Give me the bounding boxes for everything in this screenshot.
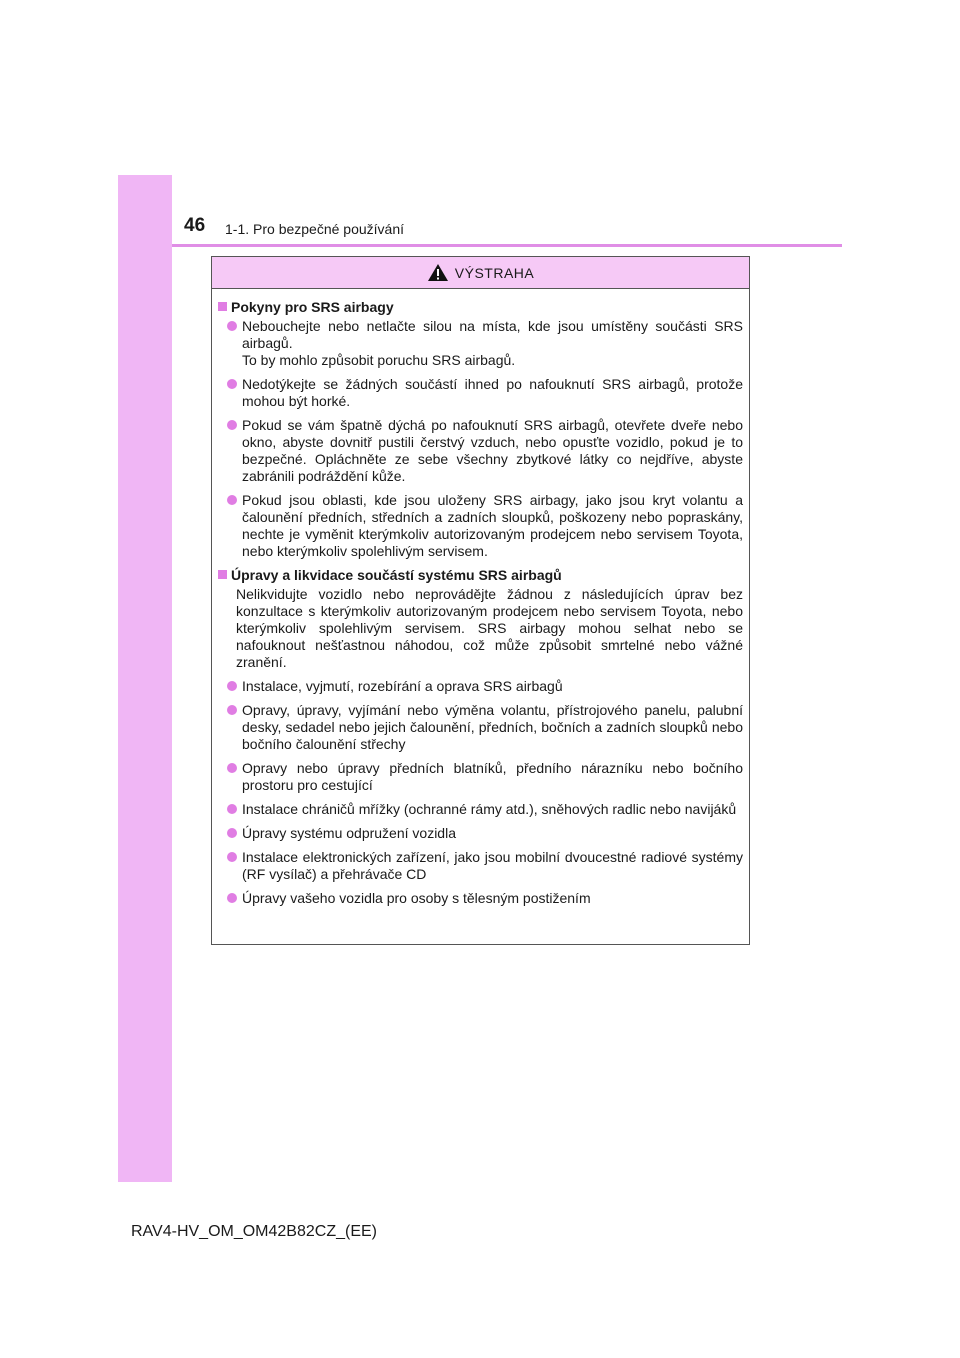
page-number: 46 [184, 215, 206, 236]
list-item-text: Pokud jsou oblasti, kde jsou uloženy SRS airbagy, jako jsou kryt volantu a čalounění předních, středních a zadních sloupků, poškozeny nebo popraskány, nechte je vyměnit kterýmkoliv autorizovaným prodejcem nebo servisem Toyota, nebo kterýmkoliv spolehlivým servisem. [242, 492, 743, 559]
list-item-text: Nebouchejte nebo netlačte silou na místa, kde jsou umístěny součásti SRS airbagů. To by mohlo způsobit poruchu SRS airbagů. [242, 318, 743, 368]
side-tab-bar [118, 175, 172, 1182]
list-item-text: Opravy nebo úpravy předních blatníků, předního nárazníku nebo bočního prostoru pro cestující [242, 760, 743, 793]
list-item [218, 760, 743, 794]
round-bullet-icon [227, 705, 237, 715]
square-bullet-icon [218, 302, 227, 311]
list-item [218, 376, 743, 410]
warning-body [212, 289, 749, 907]
list-item [218, 825, 743, 842]
list-item [218, 678, 743, 695]
section-heading-text: Úpravy a likvidace součástí systému SRS airbagů [231, 567, 562, 583]
round-bullet-icon [227, 495, 237, 505]
warning-triangle-icon [427, 263, 449, 282]
list-item [218, 849, 743, 883]
round-bullet-icon [227, 763, 237, 773]
section-heading-text: Pokyny pro SRS airbagy [231, 299, 394, 315]
section-intro: Nelikvidujte vozidlo nebo neprovádějte žádnou z následujících úprav bez konzultace s kterýmkoliv autorizovaným prodejcem nebo servisem Toyota, nebo kterýmkoliv spolehlivým servisem. SRS airbagy mohou selhat nebo se nafouknout nešťastnou náhodou, což může způsobit smrtelné nebo vážné zranění. [236, 586, 743, 670]
list-item-text: Instalace, vyjmutí, rozebírání a oprava SRS airbagů [242, 678, 563, 694]
list-item-text: Instalace chráničů mřížky (ochranné rámy atd.), sněhových radlic nebo navijáků [242, 801, 737, 817]
list-item-text: Nedotýkejte se žádných součástí ihned po nafouknutí SRS airbagů, protože mohou být horké. [242, 376, 743, 409]
list-item-text: Úpravy vašeho vozidla pro osoby s tělesným postižením [242, 890, 591, 906]
list-item [218, 801, 743, 818]
section-heading [218, 567, 743, 584]
warning-title: VÝSTRAHA [454, 264, 535, 281]
warning-box [211, 256, 750, 945]
warning-header [212, 257, 749, 289]
square-bullet-icon [218, 570, 227, 579]
section-heading [218, 299, 743, 316]
round-bullet-icon [227, 321, 237, 331]
round-bullet-icon [227, 828, 237, 838]
document-code: RAV4-HV_OM_OM42B82CZ_(EE) [131, 1223, 377, 1240]
list-item-text: Opravy, úpravy, vyjímání nebo výměna volantu, přístrojového panelu, palubní desky, sedadel nebo jejich čalounění, předních, bočních a zadních sloupků nebo bočního čalounění střechy [242, 702, 743, 752]
list-item-text: Úpravy systému odpružení vozidla [242, 825, 456, 841]
list-item [218, 417, 743, 485]
list-item-text: Instalace elektronických zařízení, jako jsou mobilní dvoucestné radiové systémy (RF vysílač) a přehrávače CD [242, 849, 743, 882]
list-item [218, 492, 743, 560]
list-item [218, 890, 743, 907]
round-bullet-icon [227, 379, 237, 389]
section-title: 1-1. Pro bezpečné používání [225, 221, 405, 237]
list-item [218, 702, 743, 753]
header-rule [172, 244, 842, 247]
round-bullet-icon [227, 852, 237, 862]
list-item-text: Pokud se vám špatně dýchá po nafouknutí SRS airbagů, otevřete dveře nebo okno, abyste dovnitř pustili čerstvý vzduch, nebo opusťte vozidlo, pokud je to bezpečné. Opláchněte ze sebe všechny zbytkové látky co nejdříve, abyste zabránili podráždění kůže. [242, 417, 743, 484]
round-bullet-icon [227, 804, 237, 814]
round-bullet-icon [227, 893, 237, 903]
list-item [218, 318, 743, 369]
round-bullet-icon [227, 681, 237, 691]
round-bullet-icon [227, 420, 237, 430]
